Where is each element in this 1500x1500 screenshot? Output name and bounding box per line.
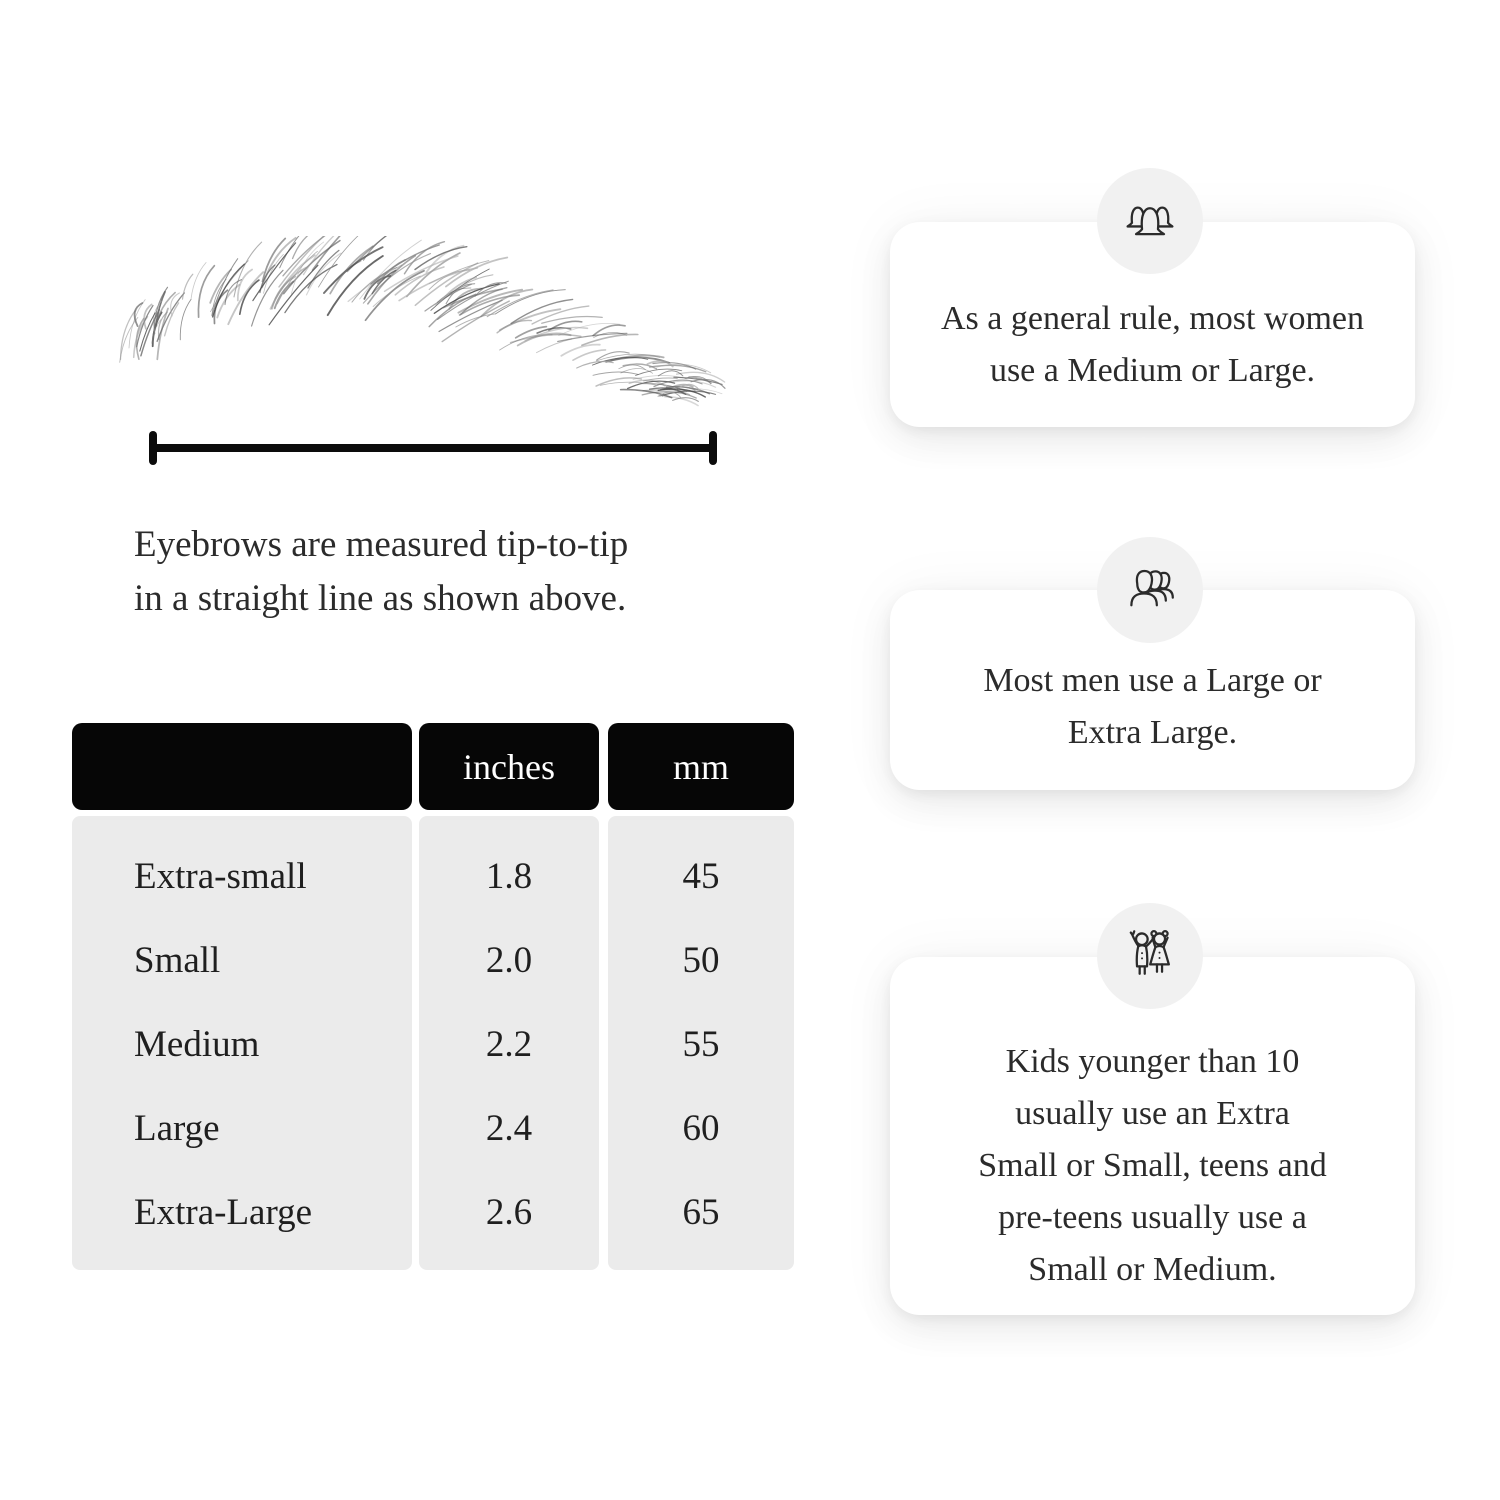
info-card-text-line: pre-teens usually use a <box>998 1199 1307 1236</box>
caption-line-1: Eyebrows are measured tip-to-tip <box>134 524 629 565</box>
eyebrow-illustration <box>112 236 727 408</box>
men-icon-circle <box>1097 537 1203 643</box>
size-label-cell: Extra-Large <box>134 1191 313 1233</box>
size-table-header-inches: inches <box>419 723 599 810</box>
size-table-mm-column <box>608 816 794 1270</box>
size-table-header-mm: mm <box>608 723 794 810</box>
mm-value-cell: 45 <box>682 855 720 897</box>
measurement-line <box>149 431 717 465</box>
inches-value-cell: 2.4 <box>485 1107 533 1149</box>
mm-value-cell: 65 <box>682 1191 720 1233</box>
info-card-text-line: Kids younger than 10 <box>1005 1043 1300 1080</box>
inches-value-cell: 2.6 <box>485 1191 533 1233</box>
info-card-text-line: use a Medium or Large. <box>989 351 1316 389</box>
inches-value-cell: 1.8 <box>485 855 533 897</box>
mm-value-cell: 50 <box>682 939 720 981</box>
kids-icon <box>1121 927 1179 985</box>
kids-icon-circle <box>1097 903 1203 1009</box>
women-icon-circle <box>1097 168 1203 274</box>
info-card-kids <box>890 957 1415 1315</box>
size-label-cell: Small <box>134 939 221 981</box>
info-card-text-line: Most men use a Large or <box>983 662 1322 699</box>
inches-value-cell: 2.2 <box>485 1023 533 1065</box>
info-card-text-line: Small or Small, teens and <box>978 1147 1327 1184</box>
size-label-cell: Medium <box>134 1023 260 1065</box>
info-card-text-line: usually use an Extra <box>1015 1095 1290 1132</box>
caption-line-2: in a straight line as shown above. <box>134 578 627 619</box>
inches-value-cell: 2.0 <box>485 939 533 981</box>
size-label-cell: Extra-small <box>134 855 307 897</box>
info-card-text-line: Small or Medium. <box>1028 1251 1277 1288</box>
measurement-caption <box>134 518 628 626</box>
mm-value-cell: 60 <box>682 1107 720 1149</box>
measurement-line-bar <box>149 444 717 452</box>
men-group-icon <box>1121 561 1179 619</box>
size-table-label-column <box>72 816 412 1270</box>
info-card-text-line: Extra Large. <box>1067 714 1238 751</box>
women-group-icon <box>1121 192 1179 250</box>
info-card-text-line: As a general rule, most women <box>941 299 1364 337</box>
mm-value-cell: 55 <box>682 1023 720 1065</box>
size-label-cell: Large <box>134 1107 220 1149</box>
size-table-inches-column <box>419 816 599 1270</box>
size-table-header-blank <box>72 723 412 810</box>
measurement-line-right-cap <box>709 431 717 465</box>
